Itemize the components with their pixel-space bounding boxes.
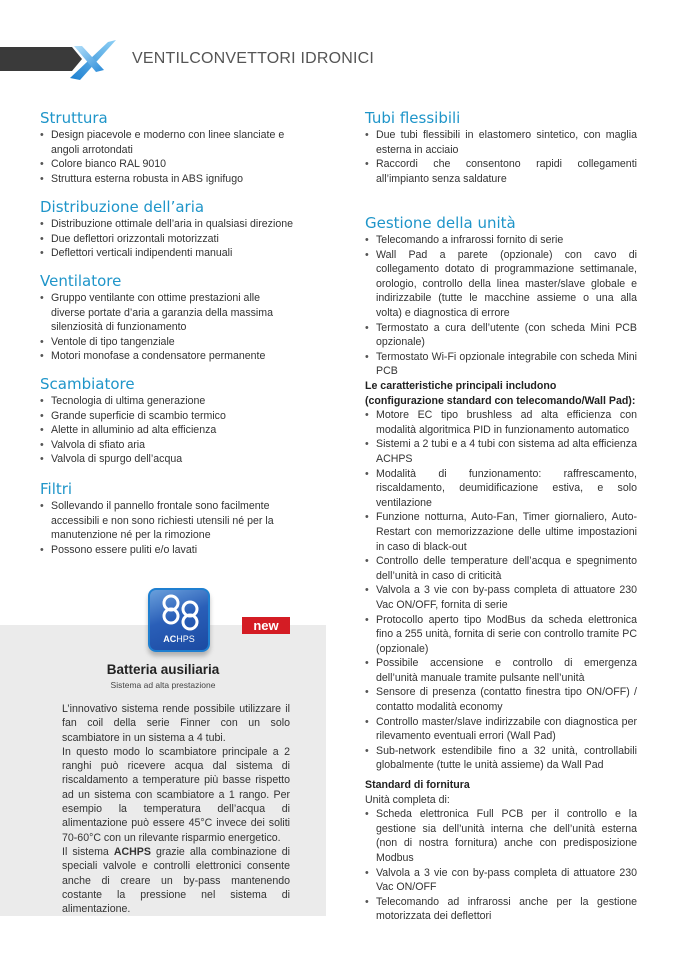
list-item: • Colore bianco RAL 9010 xyxy=(40,157,295,172)
list-item: • Due tubi flessibili in elastomero sintetico, con maglia esterna in acciaio xyxy=(365,128,637,157)
paragraph: L’innovativo sistema rende possibile utilizzare il fan coil della serie Finner con un solo scambiatore in un sistema a 4 tubi. xyxy=(62,703,290,744)
list-item: • Motori monofase a condensatore permanente xyxy=(40,349,295,364)
page-header xyxy=(0,38,678,84)
list-item: • Tecnologia di ultima generazione xyxy=(40,394,295,409)
list-item: • Raccordi che consentono rapidi collegamenti all’impianto senza saldature xyxy=(365,157,637,186)
list-item: • Sensore di presenza (contatto finestra tipo ON/OFF) / contatto modalità economy xyxy=(365,685,637,714)
section-heading: Filtri xyxy=(40,480,73,498)
list-item: • Funzione notturna, Auto-Fan, Timer giornaliero, Auto-Restart con memorizzazione delle ultime impostazioni in caso di black-out xyxy=(365,510,637,554)
list-item: • Protocollo aperto tipo ModBus da scheda elettronica fino a 255 unità, fornita di serie con controllo tramite PC (opzionale) xyxy=(365,613,637,657)
list-item: • Scheda elettronica Full PCB per il controllo e la gestione sia dell’unità interna che dell’unità esterna (non di nostra fornitura) anche con predisposizione Modbus xyxy=(365,807,637,865)
section-struttura xyxy=(40,108,295,186)
list-item: • Alette in alluminio ad alta efficienza xyxy=(40,423,295,438)
section-heading: Gestione della unità xyxy=(365,214,516,232)
list-item: • Distribuzione ottimale dell’aria in qualsiasi direzione xyxy=(40,217,295,232)
achps-icon-label: ACHPS xyxy=(163,634,195,644)
section-scambiatore xyxy=(40,374,295,467)
list-item: • Controllo master/slave indirizzabile con diagnostica per rilevamento eventuali errori (Wall Pad) xyxy=(365,715,637,744)
list-item: • Design piacevole e moderno con linee slanciate e angoli arrotondati xyxy=(40,128,295,157)
section-tubi-flessibili xyxy=(365,108,637,186)
feature-description xyxy=(62,702,290,916)
section-ventilatore xyxy=(40,271,295,364)
section-distribuzione-aria xyxy=(40,197,295,261)
section-heading: Distribuzione dell’aria xyxy=(40,198,205,216)
list-item: • Valvola di spurgo dell’acqua xyxy=(40,452,295,467)
list-item: • Sollevando il pannello frontale sono facilmente accessibili e non sono richiesti utensili né per la manutenzione né per la rimozione xyxy=(40,499,300,543)
list-item: • Due deflettori orizzontali motorizzati xyxy=(40,232,295,247)
section-gestione-unita xyxy=(365,213,637,379)
list-item: • Gruppo ventilante con ottime prestazioni alle diverse portate d’aria a garanzia della massima silenziosità di funzionamento xyxy=(40,291,295,335)
document-title: VENTILCONVETTORI IDRONICI xyxy=(132,50,375,67)
list-item: • Valvola a 3 vie con by-pass completa di attuatore 230 Vac ON/OFF xyxy=(365,866,637,895)
list-item: • Ventole di tipo tangenziale xyxy=(40,335,295,350)
list-item: • Struttura esterna robusta in ABS ignifugo xyxy=(40,172,295,187)
supply-intro: Unità completa di: xyxy=(365,793,450,806)
paragraph: Il sistema ACHPS grazie alla combinazione di speciali valvole e controlli elettronici consente anche di creare un by-pass mantenendo costante la pressione nel sistema di alimentazione. xyxy=(62,845,290,916)
features-heading: Le caratteristiche principali includono (configurazione standard con telecomando/Wall Pad): xyxy=(365,380,636,407)
section-heading: Ventilatore xyxy=(40,272,122,290)
section-heading: Scambiatore xyxy=(40,375,135,393)
list-item: • Termostato a cura dell’utente (con scheda Mini PCB opzionale) xyxy=(365,321,637,350)
section-filtri xyxy=(40,479,300,557)
list-item: • Possibile accensione e controllo di emergenza dell’unità manuale tramite pulsante nell’unità xyxy=(365,656,637,685)
list-item: • Valvola di sfiato aria xyxy=(40,438,295,453)
list-item: • Telecomando ad infrarossi anche per la gestione motorizzata dei deflettori xyxy=(365,895,637,924)
section-heading: Struttura xyxy=(40,109,108,127)
list-item: • Controllo delle temperature dell’acqua e spegnimento dell’unità in caso di criticità xyxy=(365,554,637,583)
list-item: • Modalità di funzionamento: raffrescamento, riscaldamento, deumidificazione estiva, e solo ventilazione xyxy=(365,467,637,511)
list-item: • Motore EC tipo brushless ad alta efficienza con modalità algoritmica PID in funzionamento automatico xyxy=(365,408,637,437)
feature-subtitle: Sistema ad alta prestazione xyxy=(110,680,216,690)
coils-icon xyxy=(152,592,210,632)
list-item: • Deflettori verticali indipendenti manuali xyxy=(40,246,295,261)
list-item: • Sub-network estendibile fino a 32 unità, controllabili globalmente (tutte le unità assieme) da Wall Pad xyxy=(365,744,637,773)
new-badge: new xyxy=(242,617,290,634)
list-item: • Termostato Wi-Fi opzionale integrabile con scheda Mini PCB xyxy=(365,350,637,379)
section-standard-fornitura xyxy=(365,778,637,924)
brand-x-logo-icon xyxy=(64,38,120,82)
list-item: • Sistemi a 2 tubi e a 4 tubi con sistema ad alta efficienza ACHPS xyxy=(365,437,637,466)
feature-title: Batteria ausiliaria xyxy=(106,662,220,677)
section-caratteristiche xyxy=(365,379,637,773)
list-item: • Grande superficie di scambio termico xyxy=(40,409,295,424)
achps-icon xyxy=(148,588,210,652)
list-item: • Wall Pad a parete (opzionale) con cavo di collegamento dotato di programmazione settimanale, orologio, controllo della linea master/slave globale e indirizzabile (tutte le macchine assieme o una alla volta) e diagnostica di errore xyxy=(365,248,637,321)
supply-heading: Standard di fornitura xyxy=(365,779,470,791)
list-item: • Telecomando a infrarossi fornito di serie xyxy=(365,233,637,248)
list-item: • Valvola a 3 vie con by-pass completa di attuatore 230 Vac ON/OFF, fornita di serie xyxy=(365,583,637,612)
paragraph: In questo modo lo scambiatore principale a 2 ranghi può ricevere acqua dal sistema di riscaldamento a temperature più basse rispetto ad un sistema con scambiatore a 1 rango. Per esempio la temperatura dell’acqua di alimentazione può essere 45°C invece dei soliti 70-60°C con un rilevante risparmio energetico. xyxy=(62,745,290,844)
section-heading: Tubi flessibili xyxy=(365,109,461,127)
list-item: • Possono essere puliti e/o lavati xyxy=(40,543,300,558)
